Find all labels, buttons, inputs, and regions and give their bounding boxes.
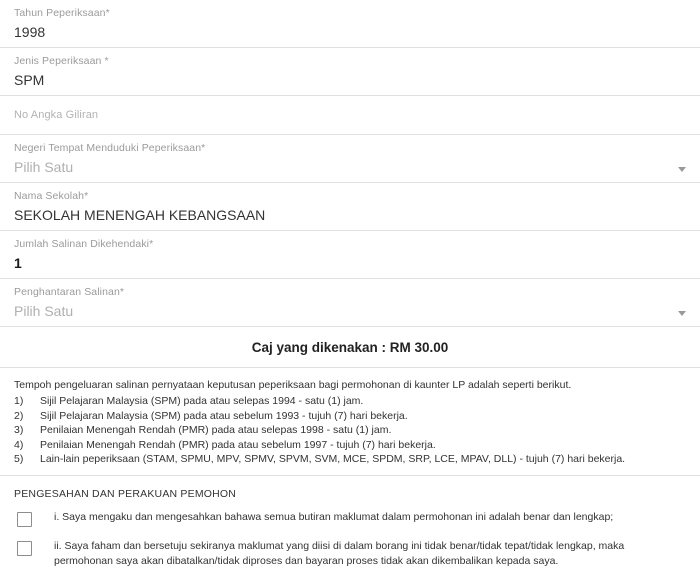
declaration-text-1: i. Saya mengaku dan mengesahkan bahawa semua butiran maklumat dalam permohonan ini adalah benar dan lengkap; [54, 510, 614, 523]
note-text: Penilaian Menengah Rendah (PMR) pada atau selepas 1998 - satu (1) jam. [40, 424, 392, 436]
note-item [14, 394, 686, 409]
field-no-angka-giliran[interactable] [0, 96, 700, 135]
field-penghantaran-salinan[interactable] [0, 279, 700, 327]
jenis-peperiksaan-input[interactable]: SPM [14, 72, 45, 88]
note-number: 4) [14, 438, 24, 451]
charge-amount: Caj yang dikenakan : RM 30.00 [0, 327, 700, 368]
field-negeri-tempat-menduduki-peperiksaan[interactable] [0, 135, 700, 183]
notes-intro: Tempoh pengeluaran salinan pernyataan keputusan peperiksaan bagi permohonan di kaunter LP adalah seperti berikut. [14, 379, 572, 391]
note-text: Sijil Pelajaran Malaysia (SPM) pada atau sebelum 1993 - tujuh (7) hari bekerja. [40, 409, 408, 422]
chevron-down-icon[interactable] [678, 311, 686, 316]
note-item [14, 438, 686, 453]
field-label: Tahun Peperiksaan* [14, 7, 110, 19]
note-text: Penilaian Menengah Rendah (PMR) pada atau sebelum 1997 - tujuh (7) hari bekerja. [40, 438, 436, 451]
no-angka-giliran-placeholder: No Angka Giliran [14, 109, 99, 121]
note-item [14, 423, 686, 438]
field-jumlah-salinan-dikehendaki[interactable] [0, 231, 700, 279]
nama-sekolah-input[interactable]: SEKOLAH MENENGAH KEBANGSAAN [14, 207, 266, 223]
note-text: Sijil Pelajaran Malaysia (SPM) pada atau selepas 1994 - satu (1) jam. [40, 395, 364, 407]
field-label: Negeri Tempat Menduduki Peperiksaan* [14, 142, 206, 154]
note-number: 1) [14, 395, 24, 407]
field-label: Penghantaran Salinan* [14, 286, 125, 298]
declaration-heading: PENGESAHAN DAN PERAKUAN PEMOHON [14, 487, 237, 500]
field-label: Nama Sekolah* [14, 190, 89, 202]
note-item [14, 452, 686, 467]
field-nama-sekolah[interactable] [0, 183, 700, 231]
field-label: Jumlah Salinan Dikehendaki* [14, 238, 154, 250]
tahun-peperiksaan-input[interactable]: 1998 [14, 24, 46, 40]
chevron-down-icon[interactable] [678, 167, 686, 172]
note-number: 3) [14, 424, 24, 436]
processing-time-notes [0, 368, 700, 476]
jumlah-salinan-input[interactable]: 1 [14, 255, 22, 271]
note-text: Lain-lain peperiksaan (STAM, SPMU, MPV, SPMV, SPVM, SVM, MCE, SPDM, SRP, LCE, MPAV, DLL) - tujuh (7) hari bekerja. [40, 453, 626, 465]
declaration-row-2[interactable] [0, 531, 700, 573]
declaration-checkbox-2[interactable] [17, 541, 32, 556]
note-item [14, 409, 686, 424]
field-tahun-peperiksaan[interactable] [0, 0, 700, 48]
negeri-select-value[interactable]: Pilih Satu [14, 159, 74, 175]
penghantaran-select-value[interactable]: Pilih Satu [14, 303, 74, 319]
note-number: 5) [14, 453, 24, 465]
note-number: 2) [14, 409, 24, 422]
field-jenis-peperiksaan[interactable] [0, 48, 700, 96]
declaration-checkbox-1[interactable] [17, 512, 32, 527]
field-label: Jenis Peperiksaan * [14, 55, 109, 67]
declaration-text-2: ii. Saya faham dan bersetuju sekiranya maklumat yang diisi di dalam borang ini tidak benar/tidak tepat/tidak lengkap, maka permohonan saya akan dibatalkan/tidak diproses dan bayaran proses tidak akan dikembalikan kepada saya. [54, 539, 625, 567]
